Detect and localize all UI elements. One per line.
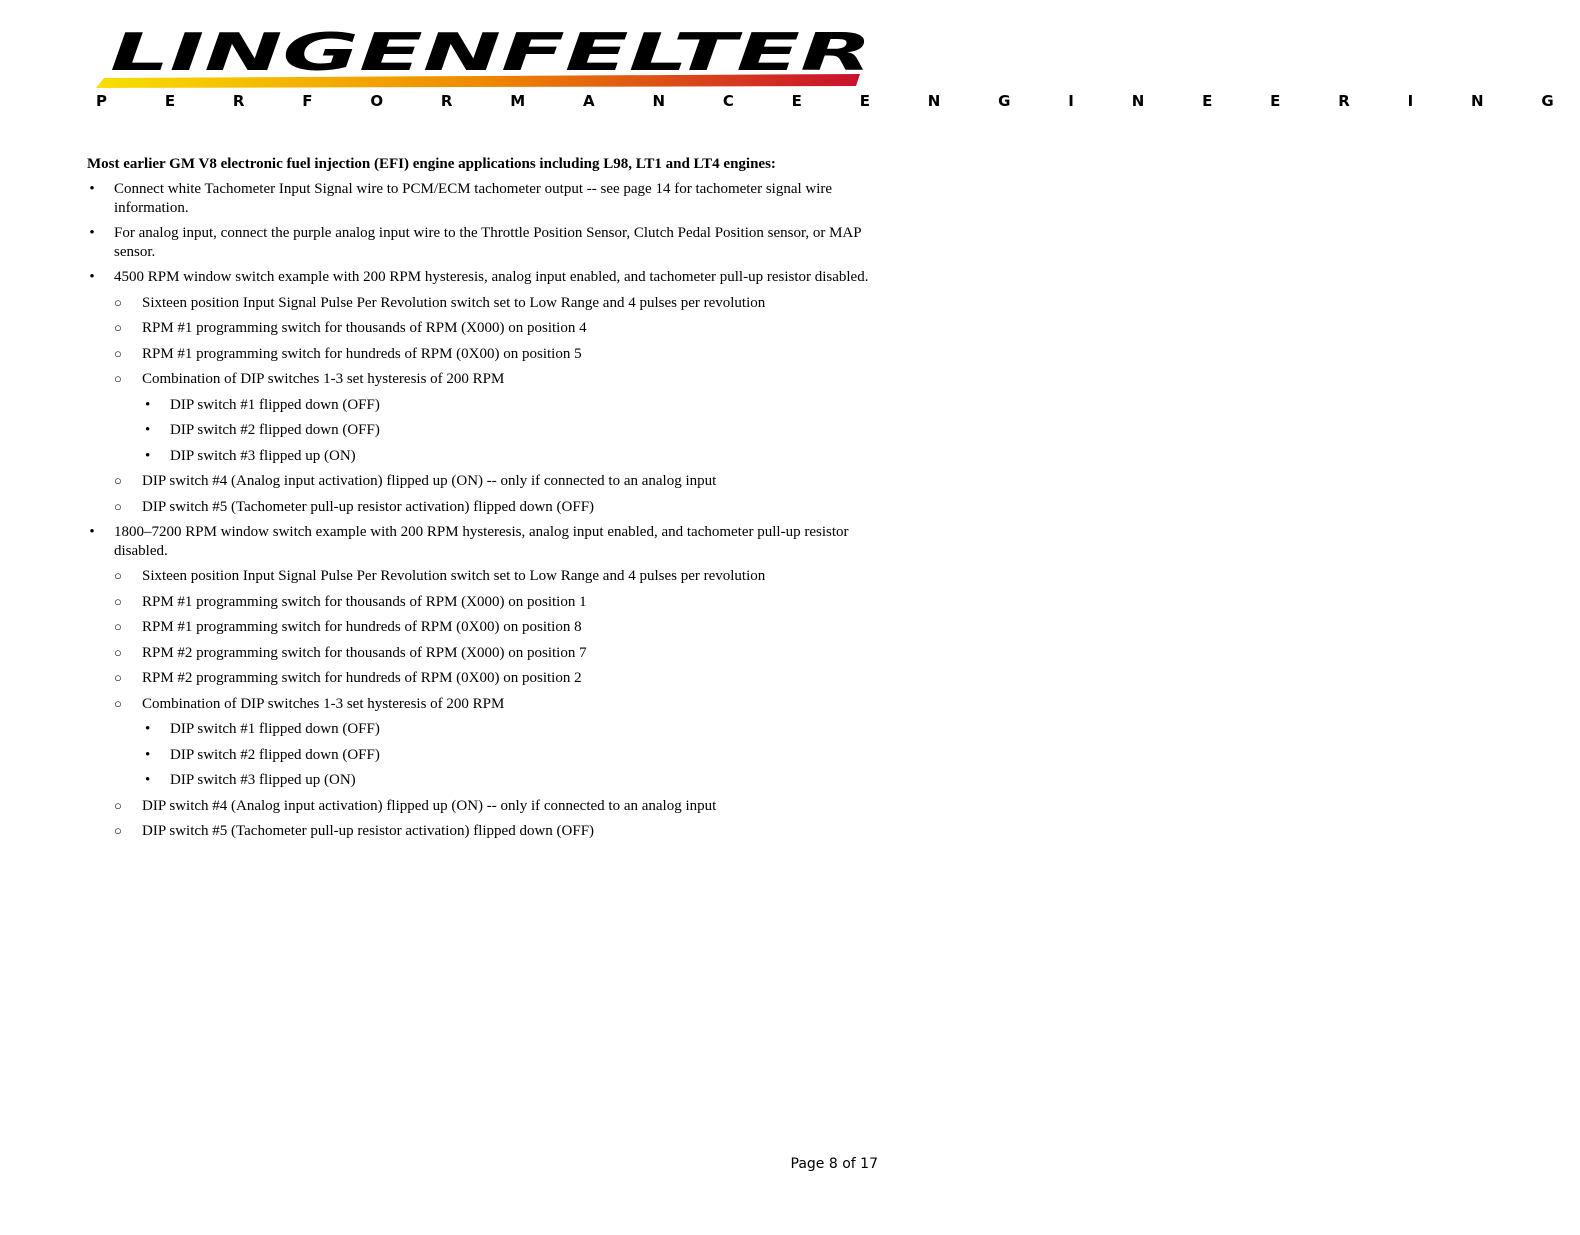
document-body bbox=[87, 155, 877, 841]
circle-bullet-icon: ○ bbox=[114, 619, 122, 634]
dip-list-item bbox=[142, 447, 877, 466]
list-item-text: 1800–7200 RPM window switch example with 200 RPM hysteresis, analog input enabled, and tachometer pull-up resistor disabled. bbox=[114, 524, 849, 559]
circle-bullet-icon: ○ bbox=[114, 568, 122, 583]
circle-bullet-icon: ○ bbox=[114, 345, 122, 361]
circle-bullet-icon: ○ bbox=[114, 498, 122, 514]
list-item bbox=[87, 224, 877, 261]
list-item-text: Connect white Tachometer Input Signal wire to PCM/ECM tachometer output -- see page 14 for tachometer signal wire information. bbox=[114, 181, 833, 216]
logo-tagline: P E R F O R M A N C E E N G I N E E R I N G bbox=[96, 92, 1580, 110]
bullet-marker: • bbox=[89, 225, 95, 241]
section-heading: Most earlier GM V8 electronic fuel injection (EFI) engine applications including L98, LT1 and LT4 engines: bbox=[87, 156, 776, 172]
bullet-marker: • bbox=[89, 269, 95, 285]
dip-list-item-text: DIP switch #2 flipped down (OFF) bbox=[170, 422, 380, 438]
sub-list-item bbox=[114, 695, 877, 790]
sub-list-item-text: Combination of DIP switches 1-3 set hysteresis of 200 RPM bbox=[142, 695, 505, 712]
sub-list-item bbox=[114, 472, 877, 491]
list-item-text: For analog input, connect the purple analog input wire to the Throttle Position Sensor, Clutch Pedal Position sensor, or MAP sensor. bbox=[114, 225, 862, 260]
dip-list-item bbox=[142, 720, 877, 739]
dip-list-item-text: DIP switch #1 flipped down (OFF) bbox=[170, 396, 380, 413]
sub-list bbox=[87, 294, 877, 517]
sub-list-item-text: RPM #2 programming switch for thousands of RPM (X000) on position 7 bbox=[142, 644, 587, 661]
page-number: Page 8 of 17 bbox=[790, 1156, 878, 1172]
circle-bullet-icon: ○ bbox=[114, 823, 122, 838]
sub-list-item bbox=[114, 797, 877, 816]
sub-list-item bbox=[114, 567, 877, 586]
circle-bullet-icon: ○ bbox=[114, 797, 122, 813]
sub-list-item-text: Sixteen position Input Signal Pulse Per Revolution switch set to Low Range and 4 pulses per revolution bbox=[142, 294, 766, 311]
sub-list-item-text: DIP switch #4 (Analog input activation) flipped up (ON) -- only if connected to an analog input bbox=[142, 473, 717, 489]
sub-list-item bbox=[114, 593, 877, 612]
dip-list-item bbox=[142, 396, 877, 415]
list-item bbox=[87, 523, 877, 560]
dip-switch-list bbox=[114, 396, 877, 466]
sub-list-item-text: RPM #1 programming switch for hundreds of RPM (0X00) on position 5 bbox=[142, 345, 582, 362]
sub-list-item bbox=[114, 644, 877, 663]
circle-bullet-icon: ○ bbox=[114, 294, 122, 310]
circle-bullet-icon: ○ bbox=[114, 644, 122, 660]
list-item-text: 4500 RPM window switch example with 200 RPM hysteresis, analog input enabled, and tachometer pull-up resistor disabled. bbox=[114, 269, 869, 285]
dip-list-item bbox=[142, 421, 877, 440]
instruction-list bbox=[87, 180, 877, 287]
dip-list-item bbox=[142, 746, 877, 765]
sub-list-item bbox=[114, 319, 877, 338]
bullet-marker: • bbox=[145, 396, 151, 413]
instruction-list-continued bbox=[87, 523, 877, 560]
circle-bullet-icon: ○ bbox=[114, 670, 122, 685]
dip-list-item-text: DIP switch #3 flipped up (ON) bbox=[170, 447, 356, 464]
circle-bullet-icon: ○ bbox=[114, 371, 122, 386]
sub-list-item bbox=[114, 370, 877, 465]
sub-list bbox=[87, 567, 877, 841]
bullet-marker: • bbox=[145, 746, 151, 763]
bullet-marker: • bbox=[145, 447, 151, 464]
sub-list-item bbox=[114, 498, 877, 517]
sub-list-item-text: RPM #1 programming switch for hundreds of RPM (0X00) on position 8 bbox=[142, 619, 582, 635]
sub-list-item bbox=[114, 618, 877, 637]
sub-list-item-text: RPM #1 programming switch for thousands of RPM (X000) on position 1 bbox=[142, 593, 587, 610]
lingenfelter-logo bbox=[96, 23, 1580, 112]
sub-list-item-text: Sixteen position Input Signal Pulse Per Revolution switch set to Low Range and 4 pulses per revolution bbox=[142, 568, 766, 584]
sub-list-item bbox=[114, 345, 877, 364]
sub-list-item bbox=[114, 822, 877, 841]
sub-list-item-text: RPM #1 programming switch for thousands of RPM (X000) on position 4 bbox=[142, 320, 587, 336]
bullet-marker: • bbox=[89, 524, 95, 540]
sub-list-item-text: Combination of DIP switches 1-3 set hysteresis of 200 RPM bbox=[142, 371, 505, 387]
circle-bullet-icon: ○ bbox=[114, 320, 122, 335]
circle-bullet-icon: ○ bbox=[114, 593, 122, 609]
dip-list-item-text: DIP switch #1 flipped down (OFF) bbox=[170, 721, 380, 737]
logo-graphic bbox=[96, 23, 882, 92]
bullet-marker: • bbox=[145, 422, 151, 438]
bullet-marker: • bbox=[89, 181, 95, 197]
dip-switch-list bbox=[114, 720, 877, 790]
sub-list-item-text: RPM #2 programming switch for hundreds of RPM (0X00) on position 2 bbox=[142, 670, 582, 686]
sub-list-item bbox=[114, 669, 877, 688]
bullet-marker: • bbox=[145, 772, 151, 788]
list-item bbox=[87, 268, 877, 287]
bullet-marker: • bbox=[145, 721, 151, 737]
sub-list-item-text: DIP switch #4 (Analog input activation) flipped up (ON) -- only if connected to an analog input bbox=[142, 797, 717, 814]
circle-bullet-icon: ○ bbox=[114, 695, 122, 711]
sub-list-item-text: DIP switch #5 (Tachometer pull-up resistor activation) flipped down (OFF) bbox=[142, 498, 595, 515]
circle-bullet-icon: ○ bbox=[114, 473, 122, 488]
logo-wordmark: LINGENFELTER bbox=[110, 23, 872, 83]
sub-list-item bbox=[114, 294, 877, 313]
sub-list-item-text: DIP switch #5 (Tachometer pull-up resistor activation) flipped down (OFF) bbox=[142, 823, 595, 839]
dip-list-item bbox=[142, 771, 877, 790]
dip-list-item-text: DIP switch #2 flipped down (OFF) bbox=[170, 746, 380, 763]
dip-list-item-text: DIP switch #3 flipped up (ON) bbox=[170, 772, 356, 788]
list-item bbox=[87, 180, 877, 217]
